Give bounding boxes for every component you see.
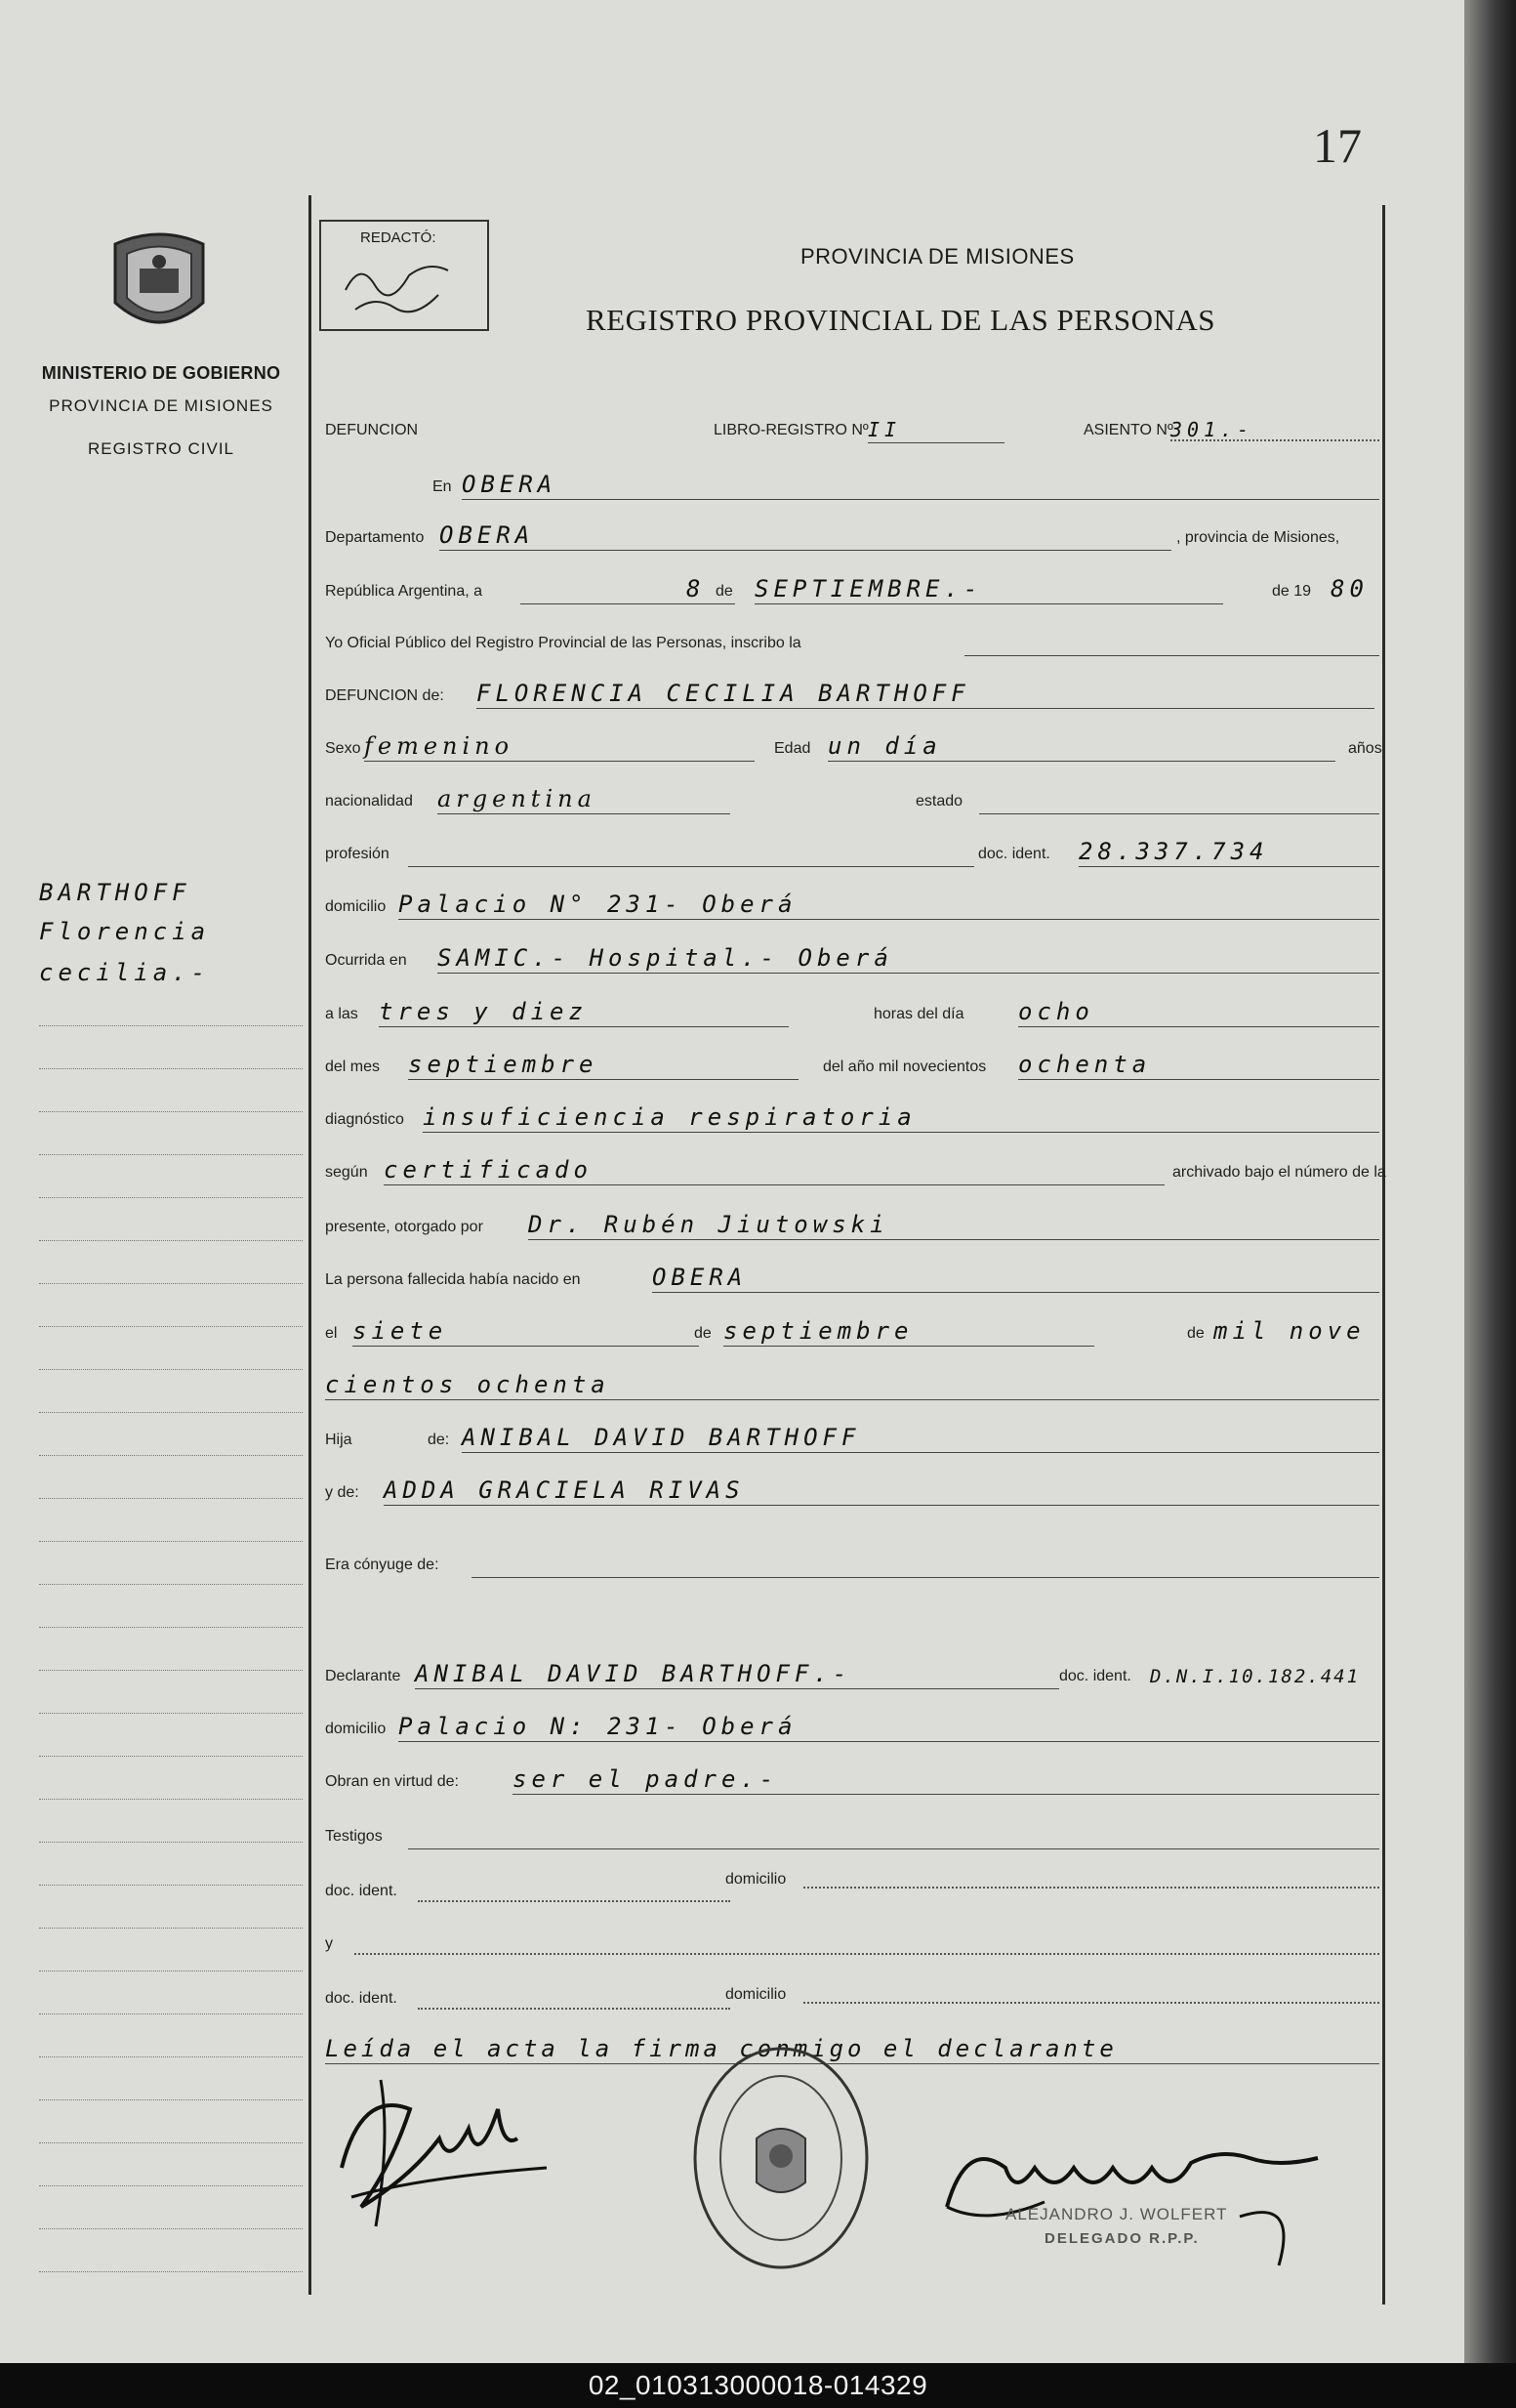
child-of-label: de: <box>428 1432 450 1448</box>
margin-ruled-line <box>39 2099 303 2100</box>
page-number: 17 <box>1313 118 1362 173</box>
id-line <box>1079 866 1379 867</box>
margin-ruled-line <box>39 1842 303 1843</box>
official-name: ALEJANDRO J. WOLFERT <box>1005 2205 1228 2223</box>
margin-ruled-line <box>39 1240 303 1241</box>
margin-ruled-line <box>39 2185 303 2186</box>
margin-ruled-line <box>39 1369 303 1370</box>
occurred-line <box>437 973 1379 974</box>
form-row-witnesses <box>325 1808 1389 1851</box>
according-label: según <box>325 1164 368 1181</box>
declarant-value: ANIBAL DAVID BARTHOFF.- <box>415 1660 852 1687</box>
form-row-occurred <box>325 933 1389 976</box>
and-line <box>354 1953 1379 1955</box>
age-line <box>828 761 1335 762</box>
republic-label: República Argentina, a <box>325 583 482 600</box>
sex-line <box>364 761 755 762</box>
department-label: Departamento <box>325 529 425 546</box>
margin-ruled-line <box>39 1154 303 1155</box>
witness-address-label: domicilio <box>725 1871 787 1888</box>
born-day-label: el <box>325 1325 338 1342</box>
born-label: La persona fallecida había nacido en <box>325 1271 581 1288</box>
diagnosis-line <box>423 1132 1379 1133</box>
occurred-label: Ocurrida en <box>325 952 407 969</box>
declarant-line <box>415 1688 1059 1689</box>
profession-label: profesión <box>325 846 389 862</box>
form-row-born-date <box>325 1306 1389 1349</box>
closing-text: Leída el acta la firma conmigo el declarante <box>325 2035 1118 2062</box>
born-month-line <box>723 1346 1094 1347</box>
form-row-witness2-id <box>325 1971 1389 2014</box>
father-value: ANIBAL DAVID BARTHOFF <box>462 1424 861 1451</box>
department-value: OBERA <box>439 521 535 549</box>
born-year-value: mil nove <box>1213 1317 1366 1345</box>
margin-ruled-line <box>39 1627 303 1628</box>
form-row-declarant-address <box>325 1701 1389 1744</box>
book-value: II <box>868 418 902 441</box>
province-suffix: , provincia de Misiones, <box>1176 529 1340 546</box>
registry-heading: REGISTRO PROVINCIAL DE LAS PERSONAS <box>586 303 1216 337</box>
civil-status-line <box>979 813 1379 814</box>
deceased-name: FLORENCIA CECILIA BARTHOFF <box>476 680 970 707</box>
margin-ruled-line <box>39 1326 303 1327</box>
civil-status-label: estado <box>916 793 963 810</box>
declarant-address-line <box>398 1741 1379 1742</box>
profession-line <box>408 866 974 867</box>
form-row-officer <box>325 615 1389 658</box>
born-year-cont: cientos ochenta <box>325 1371 610 1398</box>
acting-value: ser el padre.- <box>512 1765 779 1793</box>
form-row-certificate <box>325 1144 1389 1187</box>
mother-label: y de: <box>325 1484 359 1501</box>
witness2-address-line <box>803 2002 1379 2004</box>
form-row-sex-age <box>325 721 1389 764</box>
archived-label: archivado bajo el número de la <box>1172 1164 1386 1181</box>
declarant-id-value: D.N.I.10.182.441 <box>1150 1666 1361 1687</box>
margin-ruled-line <box>39 1068 303 1069</box>
nationality-label: nacionalidad <box>325 793 413 810</box>
form-row-granted <box>325 1199 1389 1242</box>
form-row-diagnosis <box>325 1092 1389 1135</box>
margin-ruled-line <box>39 2142 303 2143</box>
margin-ruled-line <box>39 1412 303 1413</box>
act-type-label: DEFUNCION <box>325 422 419 438</box>
form-row-spouse <box>325 1537 1389 1580</box>
officer-line <box>964 655 1379 656</box>
witness-id-label: doc. ident. <box>325 1883 397 1899</box>
left-rule <box>308 195 311 2295</box>
day-line <box>520 603 735 604</box>
hours-line <box>379 1026 789 1027</box>
margin-ruled-line <box>39 1799 303 1800</box>
day-value: 8 <box>686 575 706 602</box>
nationality-line <box>437 813 730 814</box>
margin-ruled-line <box>39 1756 303 1757</box>
death-of-label: DEFUNCION de: <box>325 687 444 704</box>
year-words-line <box>1018 1079 1379 1080</box>
official-signature-icon <box>927 2119 1337 2275</box>
granted-value: Dr. Rubén Jiutowski <box>528 1211 889 1238</box>
month-line <box>755 603 1223 604</box>
declarant-signature-icon <box>322 2051 556 2236</box>
official-title: DELEGADO R.P.P. <box>1045 2230 1200 2247</box>
nationality-value: argentina <box>437 785 596 812</box>
acting-line <box>512 1794 1379 1795</box>
margin-ruled-line <box>39 1670 303 1671</box>
born-day-value: siete <box>352 1317 448 1345</box>
acting-label: Obran en virtud de: <box>325 1773 459 1790</box>
margin-ruled-line <box>39 1885 303 1886</box>
witnesses-label: Testigos <box>325 1828 383 1845</box>
form-row-acting <box>325 1754 1389 1797</box>
footer-file-id: 02_010313000018-014329 <box>588 2370 928 2400</box>
book-line <box>868 442 1004 443</box>
hours-value: tres y diez <box>379 998 588 1025</box>
born-year-cont-line <box>325 1399 1379 1400</box>
address-value: Palacio N° 231- Oberá <box>398 891 798 918</box>
form-row-deceased <box>325 668 1389 711</box>
form-row-city <box>325 459 1389 502</box>
margin-ruled-line <box>39 1541 303 1542</box>
mother-line <box>384 1505 1379 1506</box>
margin-ruled-line <box>39 1498 303 1499</box>
mother-value: ADDA GRACIELA RIVAS <box>384 1476 745 1504</box>
year-words-value: ochenta <box>1018 1051 1152 1078</box>
provincial-crest-icon <box>105 225 213 342</box>
child-label: Hija <box>325 1432 352 1448</box>
address-line <box>398 919 1379 920</box>
entry-label: ASIENTO Nº <box>1084 422 1173 438</box>
margin-ruled-line <box>39 2271 303 2272</box>
handwritten-initials-icon <box>341 241 468 319</box>
year-prefix: de 19 <box>1272 583 1312 600</box>
age-value: un día <box>828 732 942 760</box>
form-row-and <box>325 1916 1389 1959</box>
city-line <box>462 499 1379 500</box>
margin-ruled-line <box>39 1971 303 1972</box>
official-seal-icon <box>688 2041 874 2275</box>
form-row-date <box>325 563 1389 606</box>
born-month-value: septiembre <box>723 1317 914 1345</box>
witness2-id-label: doc. ident. <box>325 1990 397 2007</box>
spouse-label: Era cónyuge de: <box>325 1557 439 1573</box>
born-day-line <box>352 1346 699 1347</box>
officer-text: Yo Oficial Público del Registro Provincial de las Personas, inscribo la <box>325 635 801 651</box>
margin-ruled-line <box>39 1713 303 1714</box>
ministry-province: PROVINCIA DE MISIONES <box>49 396 273 415</box>
hours-prefix: a las <box>325 1006 358 1022</box>
form-row-nationality <box>325 773 1389 816</box>
form-row-book <box>325 402 1389 445</box>
margin-ruled-line <box>39 1584 303 1585</box>
binding-edge <box>1464 0 1516 2363</box>
according-line <box>384 1184 1165 1185</box>
declarant-address-label: domicilio <box>325 1721 387 1737</box>
year-value: 80 <box>1331 575 1369 602</box>
witness2-id-line <box>418 2008 730 2010</box>
diagnosis-value: insuficiencia respiratoria <box>423 1103 917 1131</box>
year-words-label: del año mil novecientos <box>823 1059 987 1075</box>
age-suffix: años <box>1348 740 1382 757</box>
granted-line <box>528 1239 1379 1240</box>
witness-address-line <box>803 1887 1379 1889</box>
address-label: domicilio <box>325 898 387 915</box>
month-value: SEPTIEMBRE.- <box>755 575 983 602</box>
margin-ruled-line <box>39 1111 303 1112</box>
ministry-registry: REGISTRO CIVIL <box>87 439 235 458</box>
born-year-label: de <box>1187 1325 1205 1342</box>
margin-ruled-line <box>39 1025 303 1026</box>
entry-line <box>1170 439 1379 441</box>
province-heading: PROVINCIA DE MISIONES <box>800 244 1075 269</box>
witness-id-line <box>418 1900 730 1902</box>
sex-value: femenino <box>364 732 514 760</box>
margin-ruled-line <box>39 2056 303 2057</box>
hours-suffix: horas del día <box>874 1006 964 1022</box>
month-word-line <box>408 1079 799 1080</box>
month-label: del mes <box>325 1059 381 1075</box>
age-label: Edad <box>774 740 811 757</box>
witness2-address-label: domicilio <box>725 1986 787 2003</box>
margin-note-second-name: cecilia.- <box>39 959 211 986</box>
declarant-id-label: doc. ident. <box>1059 1668 1131 1684</box>
department-line <box>439 550 1171 551</box>
form-row-address <box>325 879 1389 922</box>
city-value: OBERA <box>462 471 557 498</box>
sex-label: Sexo <box>325 740 361 757</box>
occurred-value: SAMIC.- Hospital.- Oberá <box>437 944 893 972</box>
spouse-line <box>471 1577 1379 1578</box>
id-label: doc. ident. <box>978 846 1050 862</box>
month-prefix: de <box>716 583 733 600</box>
form-row-month <box>325 1039 1389 1082</box>
ministry-title: MINISTERIO DE GOBIERNO <box>41 363 281 383</box>
stamp-label: REDACTÓ: <box>360 229 436 246</box>
diagnosis-label: diagnóstico <box>325 1111 404 1128</box>
and-label: y <box>325 1935 333 1952</box>
book-label: LIBRO-REGISTRO Nº <box>714 422 869 438</box>
witnesses-line <box>408 1848 1379 1849</box>
margin-ruled-line <box>39 1283 303 1284</box>
form-row-profession <box>325 826 1389 869</box>
deceased-line <box>476 708 1374 709</box>
city-label: En <box>432 478 452 495</box>
month-word-value: septiembre <box>408 1051 598 1078</box>
form-row-department <box>325 510 1389 553</box>
day-word-value: ocho <box>1018 998 1094 1025</box>
id-value: 28.337.734 <box>1079 838 1269 865</box>
margin-note-surname: BARTHOFF <box>39 879 191 906</box>
margin-ruled-line <box>39 1197 303 1198</box>
margin-ruled-line <box>39 2228 303 2229</box>
form-row-father <box>325 1412 1389 1455</box>
granted-label: presente, otorgado por <box>325 1219 483 1235</box>
father-line <box>462 1452 1379 1453</box>
declarant-label: Declarante <box>325 1668 401 1684</box>
born-line <box>652 1292 1379 1293</box>
born-month-label: de <box>694 1325 712 1342</box>
form-row-hours <box>325 986 1389 1029</box>
born-value: OBERA <box>652 1264 748 1291</box>
entry-value: 301.- <box>1170 418 1254 441</box>
margin-ruled-line <box>39 1928 303 1929</box>
form-row-mother <box>325 1465 1389 1508</box>
form-row-witness-id <box>325 1863 1389 1906</box>
margin-note-first-name: Florencia <box>39 918 211 945</box>
form-row-born-year-cont <box>325 1359 1389 1402</box>
declarant-address-value: Palacio N: 231- Oberá <box>398 1713 798 1740</box>
form-row-born <box>325 1252 1389 1295</box>
day-word-line <box>1018 1026 1379 1027</box>
according-value: certificado <box>384 1156 593 1183</box>
margin-ruled-line <box>39 1455 303 1456</box>
redacto-stamp <box>319 220 489 331</box>
form-row-declarant <box>325 1648 1389 1691</box>
